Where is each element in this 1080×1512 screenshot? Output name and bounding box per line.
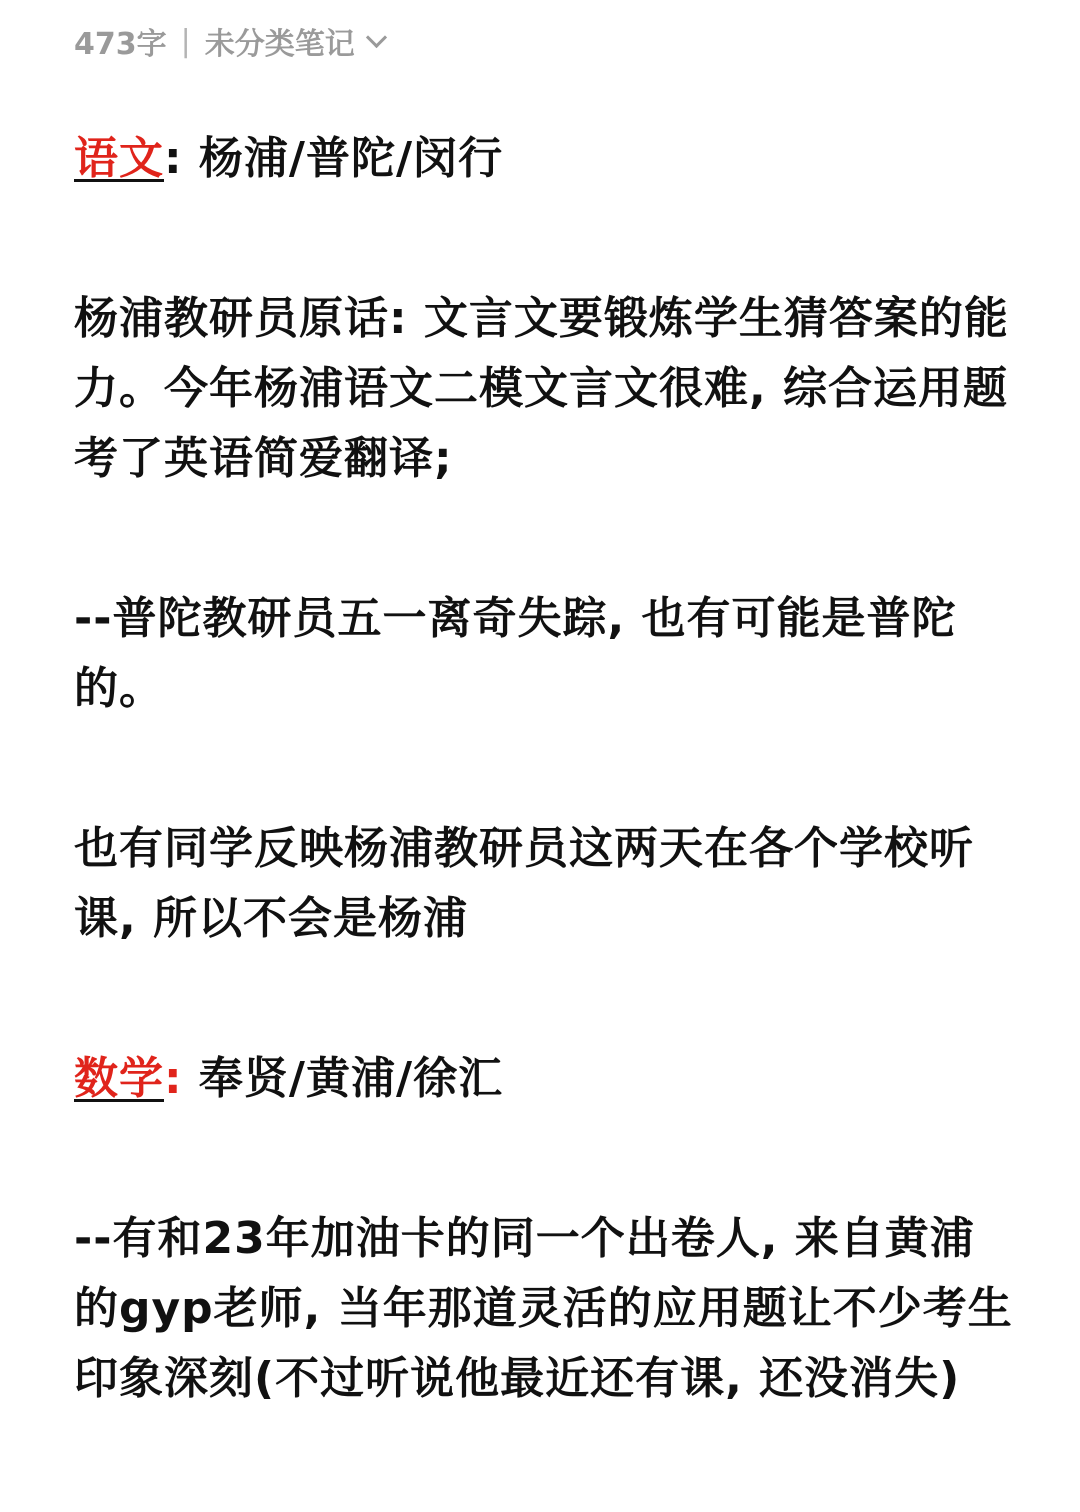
section-heading-math	[74, 1044, 1014, 1114]
district-list-math: 奉贤/黄浦/徐汇	[182, 1053, 504, 1104]
category-label: 未分类笔记	[204, 27, 355, 62]
chevron-down-icon	[366, 26, 387, 47]
subject-label-chinese: 语文	[74, 133, 164, 184]
district-list-chinese: 杨浦/普陀/闵行	[182, 133, 504, 184]
paragraph-math-setter: --有和23年加油卡的同一个出卷人, 来自黄浦的gyp老师, 当年那道灵活的应用题让不少考生印象深刻(不过听说他最近还有课, 还没消失)	[74, 1213, 1013, 1404]
section-heading-chinese	[74, 124, 1014, 194]
subject-label-math: 数学	[74, 1053, 164, 1104]
meta-separator: |	[180, 23, 191, 59]
note-body[interactable]	[74, 124, 1014, 1414]
subject-colon-math: :	[164, 1053, 183, 1104]
paragraph-yangpu-quote: 杨浦教研员原话: 文言文要锻炼学生猜答案的能力。今年杨浦语文二模文言文很难, 综合运用题考了英语简爱翻译;	[74, 293, 1009, 484]
subject-colon: :	[164, 133, 183, 184]
word-count: 473字	[74, 27, 167, 62]
paragraph-yangpu-visits: 也有同学反映杨浦教研员这两天在各个学校听课, 所以不会是杨浦	[74, 823, 974, 944]
note-meta-bar	[74, 16, 384, 66]
category-selector[interactable]	[205, 19, 384, 63]
paragraph-putuo: --普陀教研员五一离奇失踪, 也有可能是普陀的。	[74, 593, 957, 714]
